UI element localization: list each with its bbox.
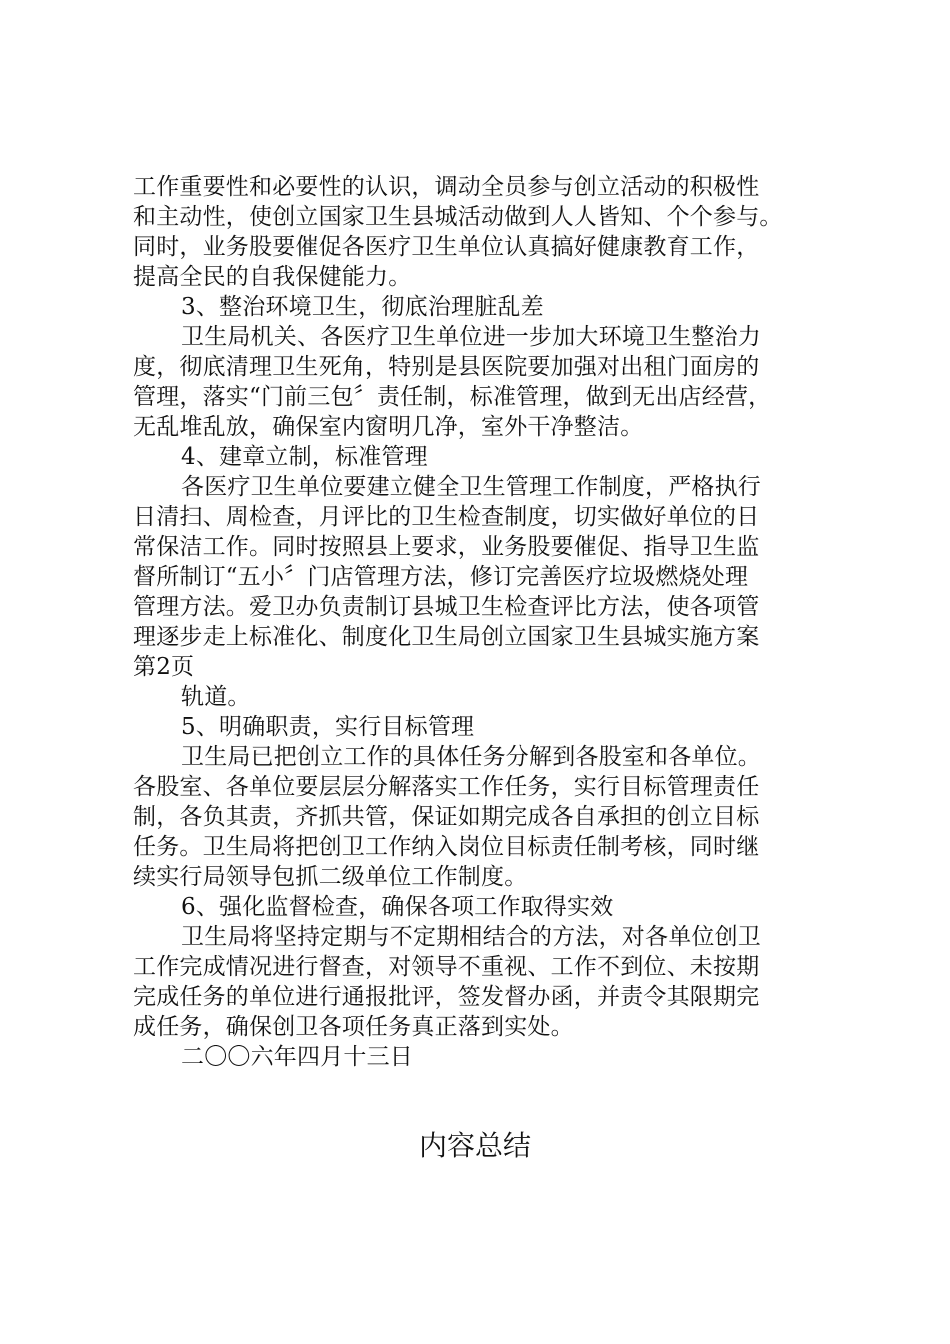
text-line: 和主动性，使创立国家卫生县城活动做到人人皆知、个个参与。 [133, 204, 783, 230]
text-line: 管理方法。爱卫办负责制订县城卫生检查评比方法，使各项管 [133, 594, 760, 620]
text-line: 任务。卫生局将把创卫工作纳入岗位目标责任制考核，同时继 [133, 834, 760, 860]
text-line: 制，各负其责，齐抓共管，保证如期完成各自承担的创立目标 [133, 804, 760, 830]
text-line: 各股室、各单位要层层分解落实工作任务，实行目标管理责任 [133, 774, 760, 800]
text-line: 第2页 [133, 654, 195, 680]
text-line: 卫生局已把创立工作的具体任务分解到各股室和各单位。 [181, 744, 761, 770]
text-line: 工作重要性和必要性的认识，调动全员参与创立活动的积极性 [133, 174, 760, 200]
text-line: 完成任务的单位进行通报批评，签发督办函，并责令其限期完 [133, 984, 760, 1010]
text-line: 督所制订“五小〞门店管理方法，修订完善医疗垃圾燃烧处理 [133, 564, 749, 590]
text-line: 日清扫、周检查，月评比的卫生检查制度，切实做好单位的日 [133, 504, 760, 530]
text-line: 同时，业务股要催促各医疗卫生单位认真搞好健康教育工作， [133, 234, 760, 260]
text-line: 理逐步走上标准化、制度化卫生局创立国家卫生县城实施方案 [133, 624, 760, 650]
text-line: 卫生局将坚持定期与不定期相结合的方法，对各单位创卫 [181, 924, 761, 950]
text-line: 卫生局机关、各医疗卫生单位进一步加大环境卫生整治力 [181, 324, 761, 350]
text-line: 5、明确职责，实行目标管理 [181, 714, 475, 740]
text-line: 轨道。 [181, 684, 251, 710]
text-line: 常保洁工作。同时按照县上要求，业务股要催促、指导卫生监 [133, 534, 760, 560]
text-line: 成任务，确保创卫各项任务真正落到实处。 [133, 1014, 574, 1040]
text-line: 提高全民的自我保健能力。 [133, 264, 412, 290]
text-line: 管理，落实“门前三包〞责任制，标准管理，做到无出店经营， [133, 384, 772, 410]
text-line: 度，彻底清理卫生死角，特别是县医院要加强对出租门面房的 [133, 354, 760, 380]
text-line: 4、建章立制，标准管理 [181, 444, 428, 470]
summary-heading: 内容总结 [418, 1129, 531, 1162]
text-line: 无乱堆乱放，确保室内窗明几净，室外干净整洁。 [133, 414, 644, 440]
text-line: 工作完成情况进行督查，对领导不重视、工作不到位、未按期 [133, 954, 760, 980]
text-line: 续实行局领导包抓二级单位工作制度。 [133, 864, 528, 890]
text-line: 3、整治环境卫生，彻底治理脏乱差 [181, 294, 544, 320]
text-line: 二〇〇六年四月十三日 [181, 1044, 413, 1070]
document-body [133, 172, 833, 1072]
text-line: 6、强化监督检查，确保各项工作取得实效 [181, 894, 614, 920]
text-line: 各医疗卫生单位要建立健全卫生管理工作制度，严格执行 [181, 474, 761, 500]
